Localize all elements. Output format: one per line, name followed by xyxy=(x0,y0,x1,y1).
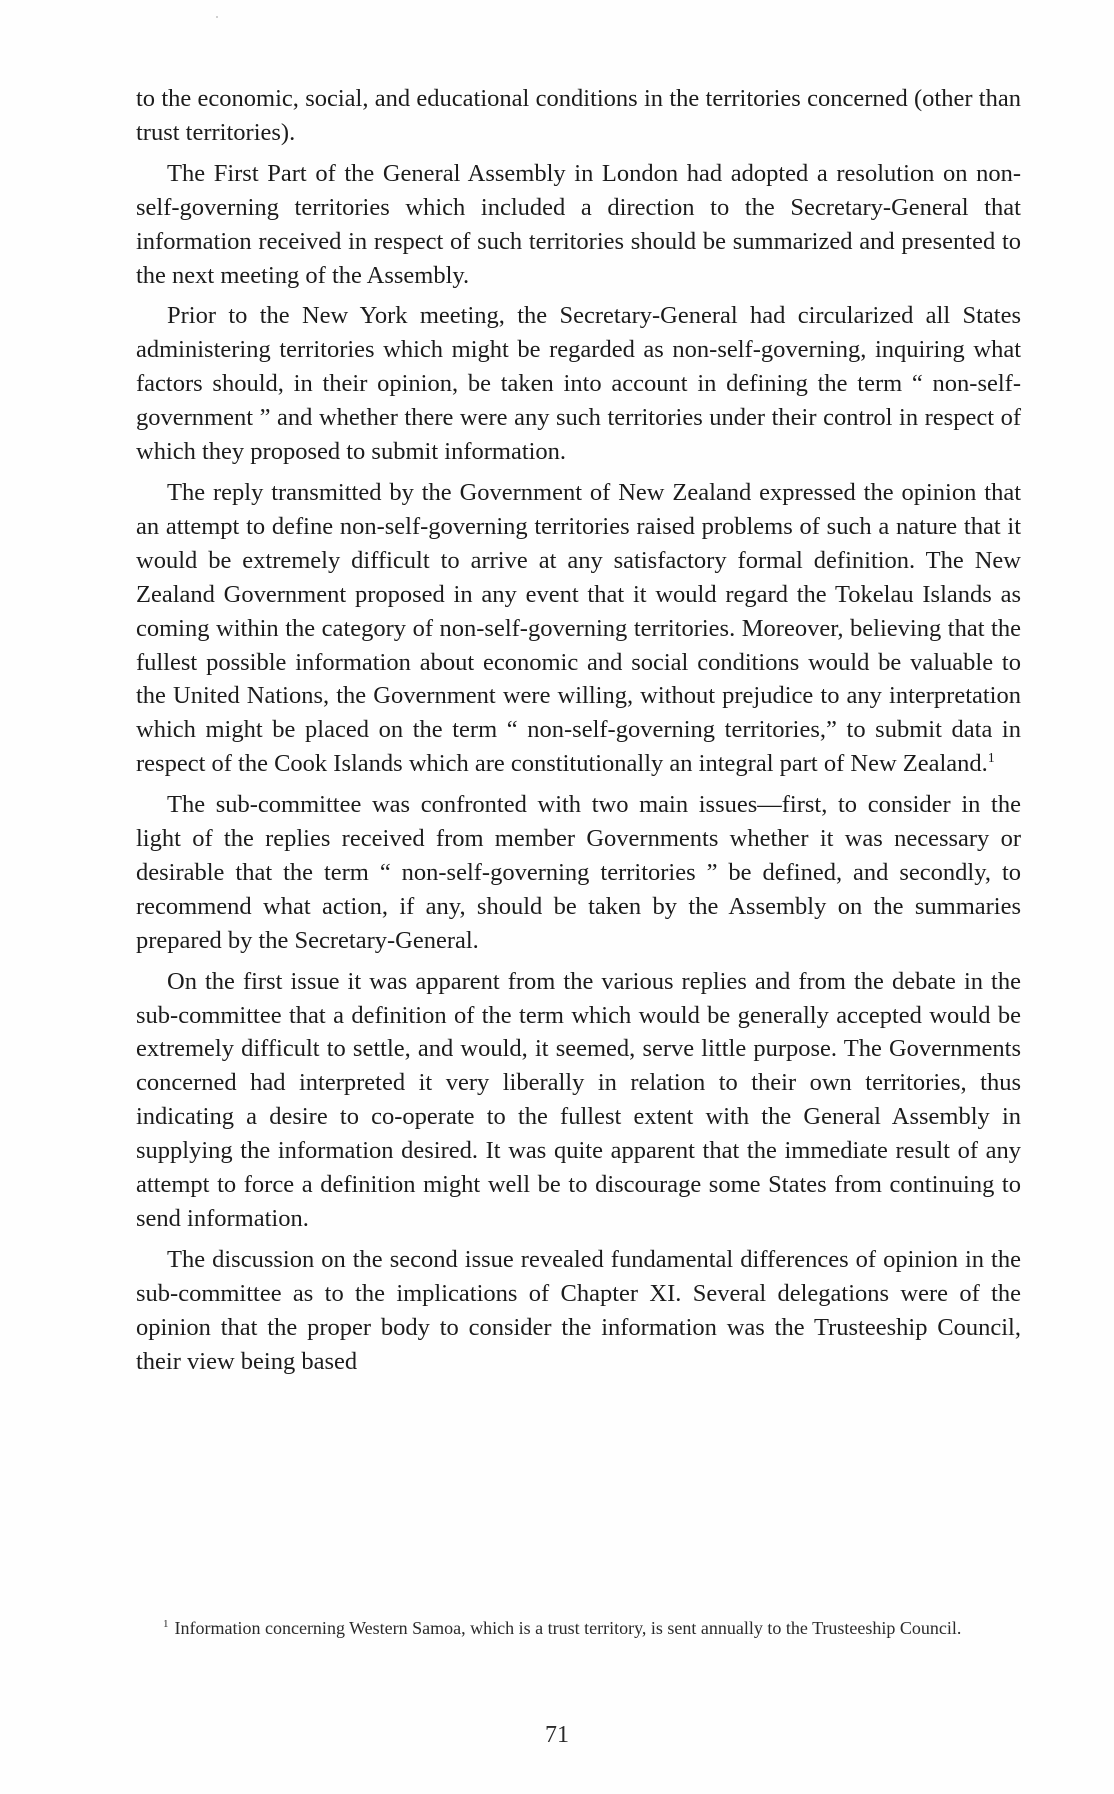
footnote-number: 1 xyxy=(163,1618,169,1630)
footnote xyxy=(136,1617,1021,1640)
paragraph-second-issue: The discussion on the second issue revealed fundamental differences of opinion in the sub-committee as to the implications of Chapter XI. Several delegations were of the opinion that the proper body to consider the information was the Trusteeship Council, their view being based xyxy=(136,1245,1021,1375)
paragraph-new-zealand-reply-text: The reply transmitted by the Government of New Zealand expressed the opinion that an attempt to define non-self-governing territories raised problems of such a nature that it would be extremely difficult to arrive at any satisfactory formal definition. The New Zealand Government proposed in any event that it would regard the Tokelau Islands as coming within the category of non-self-governing territories. Moreover, believing that the fullest possible information about economic and social conditions would be valuable to the United Nations, the Government were willing, without prejudice to any interpretation which might be placed on the term “ non-self-governing territories,” to submit data in respect of the Cook Islands which are constitutionally an integral part of New Zealand. xyxy=(136,478,1021,778)
paragraph-first-part-assembly: The First Part of the General Assembly in London had adopted a resolution on non-self-governing territories which included a direction to the Secretary-General that information received in respect of such territories should be summarized and presented to the next meeting of the Assembly. xyxy=(136,159,1021,289)
footnote-area xyxy=(136,1617,1021,1640)
footnote-text: Information concerning Western Samoa, which is a trust territory, is sent annually to the Trusteeship Council. xyxy=(174,1618,962,1638)
page-number: 71 xyxy=(545,1722,569,1748)
paragraph-sub-committee-issues: The sub-committee was confronted with two main issues—first, to consider in the light of the replies received from member Governments whether it was necessary or desirable that the term “ non-self-governing territories ” be defined, and secondly, to recommend what action, if any, should be taken by the Assembly on the summaries prepared by the Secretary-General. xyxy=(136,791,1021,954)
paragraph-new-york-meeting: Prior to the New York meeting, the Secretary-General had circularized all States administering territories which might be regarded as non-self-governing, inquiring what factors should, in their opinion, be taken into account in defining the term “ non-self-government ” and whether there were any such territories under their control in respect of which they proposed to submit information. xyxy=(136,302,1021,466)
scan-speck xyxy=(216,16,218,18)
footnote-reference: 1 xyxy=(987,751,995,767)
paragraph-new-zealand-reply xyxy=(136,476,1021,781)
paragraph-first-issue: On the first issue it was apparent from the various replies and from the debate in the sub-committee that a definition of the term which would be generally accepted would be extremely difficult to settle, and would, it seemed, serve little purpose. The Governments concerned had interpreted it very liberally in relation to their own territories, thus indicating a desire to co-operate to the fullest extent with the General Assembly in supplying the information desired. It was quite apparent that the immediate result of any attempt to force a definition might well be to discourage some States from continuing to send information. xyxy=(136,967,1021,1232)
paragraph-continuation: to the economic, social, and educational conditions in the territories concerned (other than trust territories). xyxy=(136,85,1021,146)
body-text xyxy=(136,82,1021,1386)
